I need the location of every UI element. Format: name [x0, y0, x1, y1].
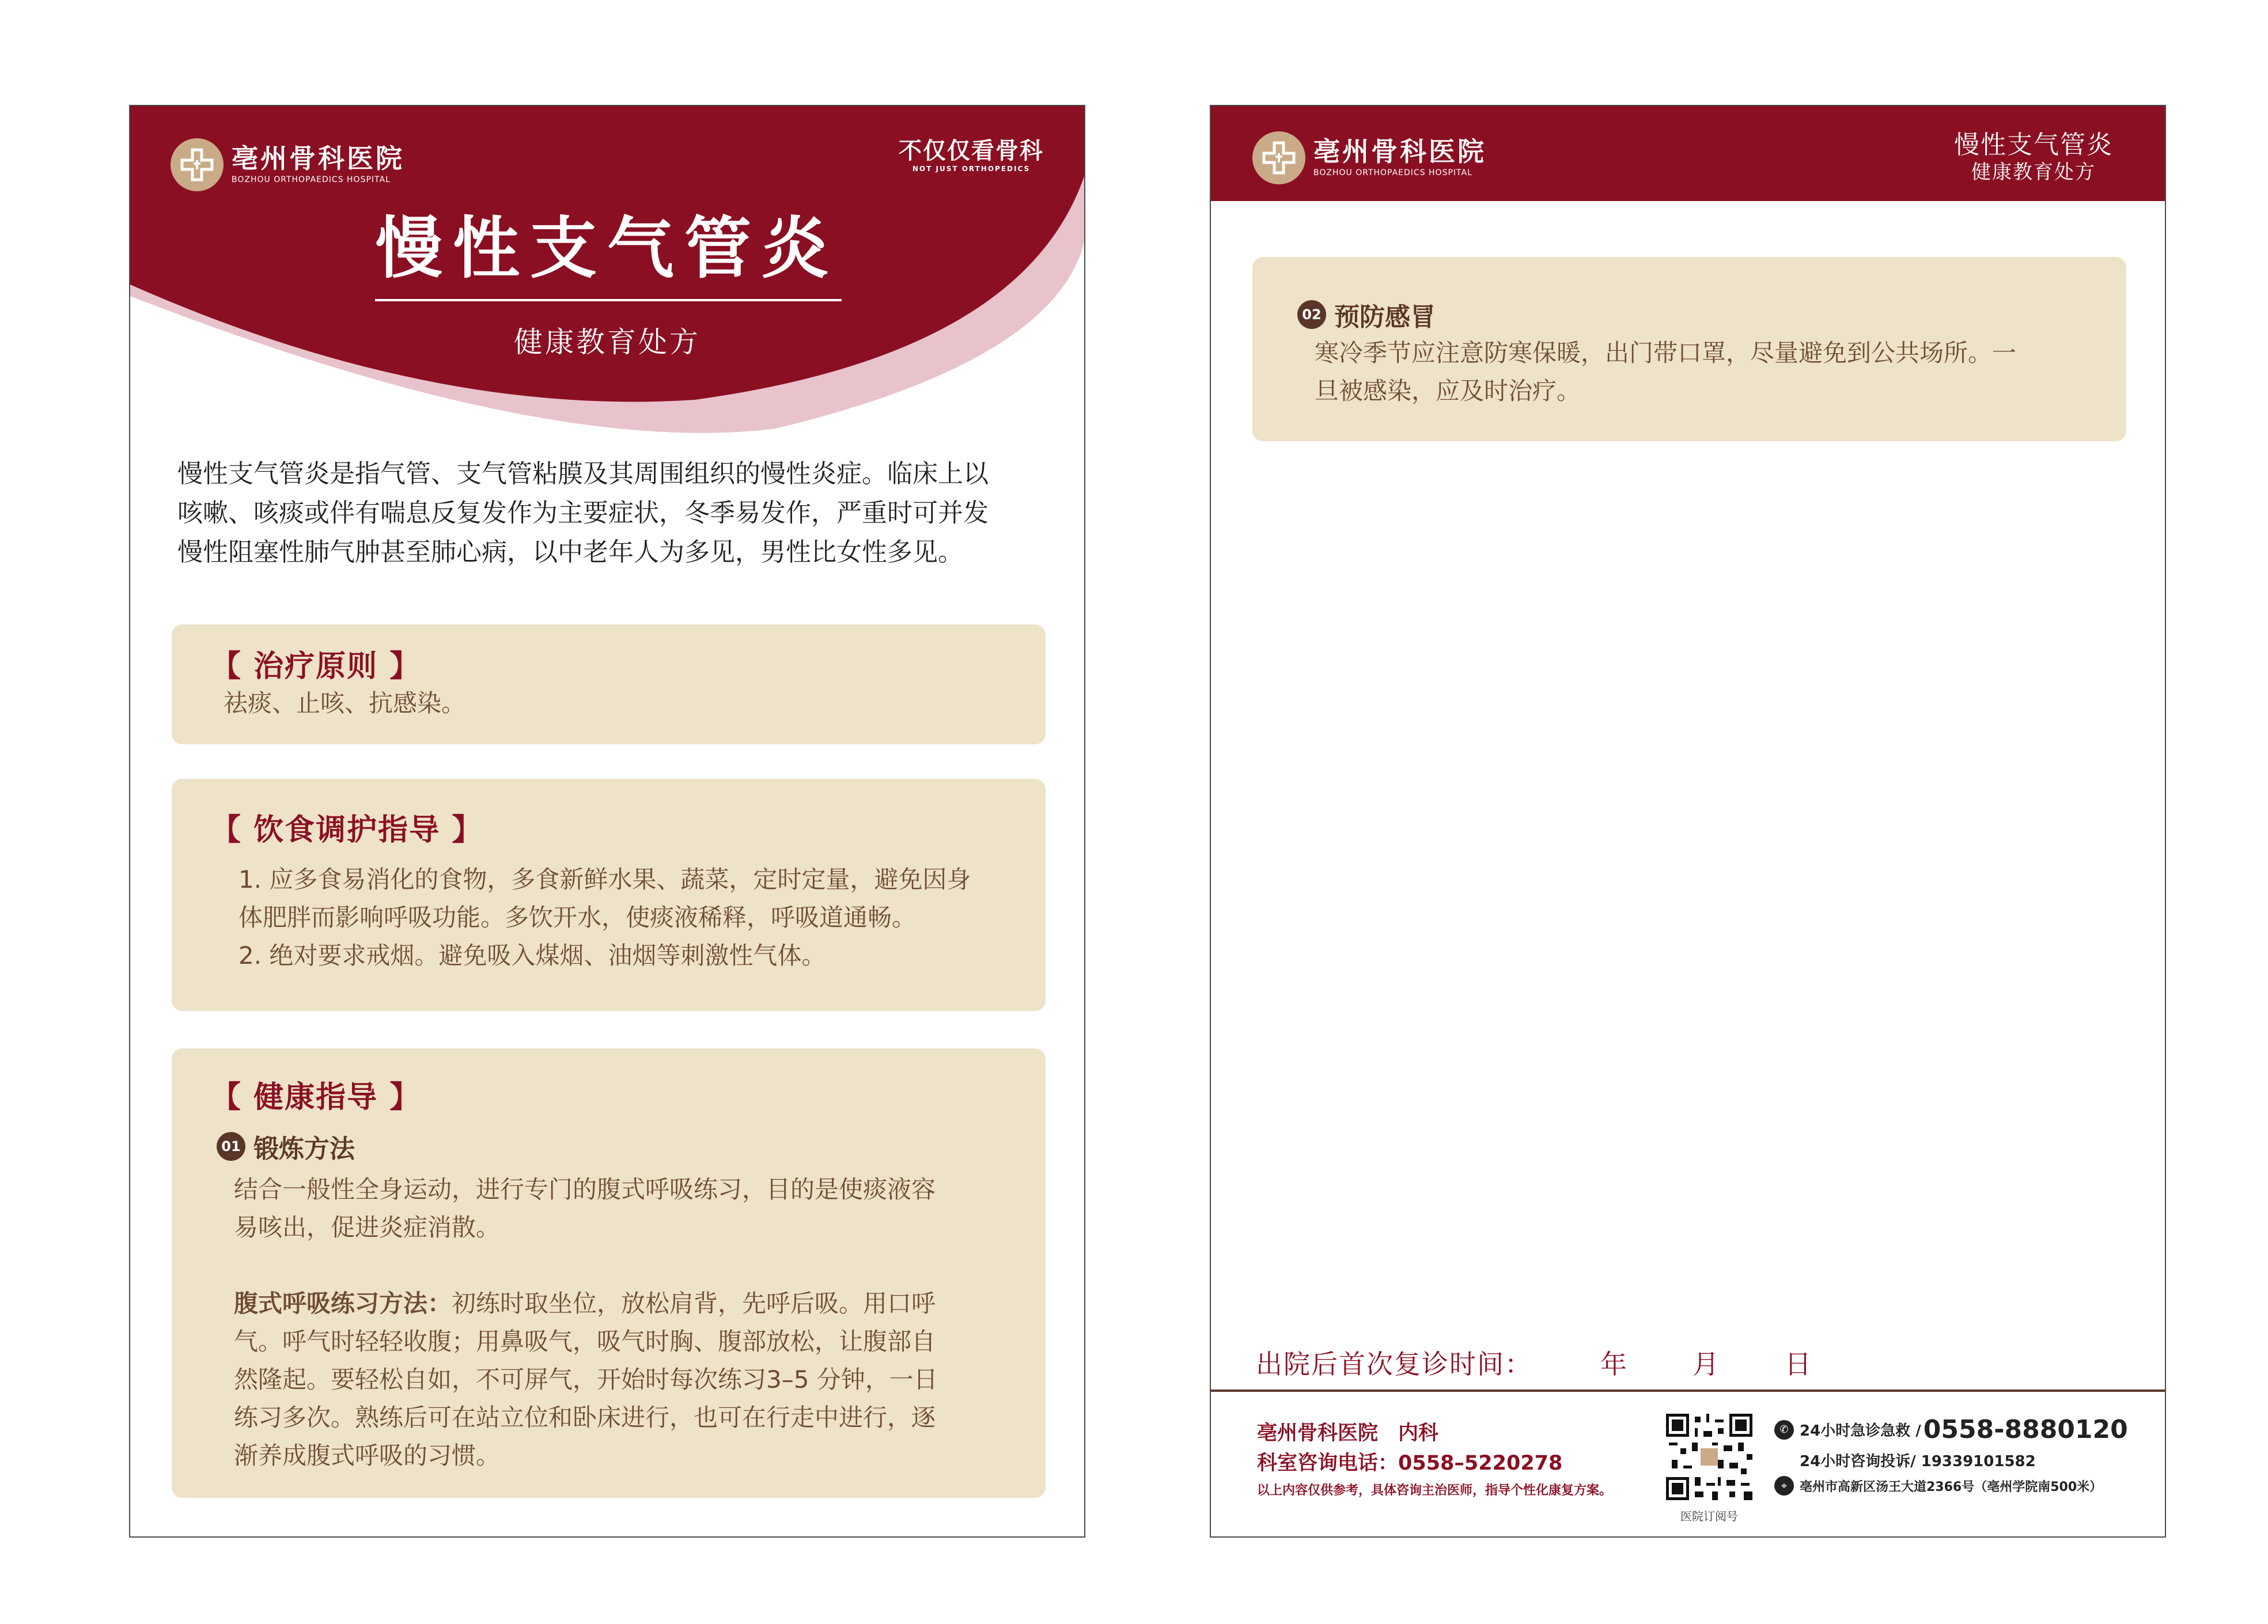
- breathing-first-text: 初练时取坐位，放松肩背，先呼后吸。用口呼: [452, 1289, 936, 1318]
- exercise-label: 锻炼方法: [253, 1134, 355, 1164]
- breathing-method-lead: 腹式呼吸练习方法：: [234, 1289, 452, 1318]
- complaint-contact: [1800, 1449, 2036, 1471]
- prevent-text: [1315, 334, 2016, 410]
- disclaimer-note: 以上内容仅供参考，具体咨询主治医师，指导个性化康复方案。: [1257, 1483, 1612, 1498]
- prevent-cold-card: [1252, 257, 2126, 441]
- prescription-page-front: [129, 105, 1085, 1538]
- footer-department-info: [1257, 1418, 1612, 1504]
- corner-subtitle: 健康教育处方: [1971, 161, 2096, 184]
- header-corner-title: [1954, 130, 2113, 184]
- breathing-line: 然隆起。要轻松自如，不可屏气，开始时每次练习3–5 分钟，一日: [234, 1365, 938, 1394]
- phone-icon: ✆: [1774, 1420, 1794, 1440]
- exercise-subheading: [217, 1128, 355, 1165]
- diet-line: 2. 绝对要求戒烟。避免吸入煤烟、油烟等刺激性气体。: [238, 941, 826, 970]
- address-line: [1774, 1476, 2102, 1496]
- consult-phone-line: 科室咨询电话：0558–5220278: [1257, 1452, 1563, 1475]
- followup-month: 月: [1693, 1349, 1719, 1380]
- slogan-cn: 不仅仅看骨科: [899, 138, 1044, 164]
- diet-line: 体肥胖而影响呼吸功能。多饮开水，使痰液稀释，呼吸道通畅。: [238, 903, 917, 932]
- health-guidance-card: [172, 1048, 1046, 1498]
- page-title: 慢性支气管炎: [376, 210, 839, 287]
- treatment-text: 祛痰、止咳、抗感染。: [224, 689, 466, 717]
- intro-line: 咳嗽、咳痰或伴有喘息反复发作为主要症状，冬季易发作，严重时可并发: [177, 498, 989, 528]
- slogan-en: NOT JUST ORTHOPEDICS: [912, 165, 1031, 173]
- hospital-name: 亳州骨科医院: [232, 143, 404, 174]
- breathing-line: [234, 1285, 938, 1323]
- exercise-text: [234, 1171, 938, 1475]
- followup-year: 年: [1600, 1349, 1627, 1380]
- corner-title: 慢性支气管炎: [1954, 130, 2113, 160]
- followup-day: 日: [1785, 1349, 1811, 1380]
- treatment-card: [172, 624, 1046, 744]
- diet-heading: 【 饮食调护指导 】: [211, 813, 483, 847]
- complaint-line: 24小时咨询投诉/ 19339101582: [1800, 1453, 2036, 1470]
- page-subtitle: 健康教育处方: [514, 325, 701, 359]
- diet-line: 1. 应多食易消化的食物，多食新鲜水果、蔬菜，定时定量，避免因身: [238, 865, 971, 894]
- followup-date-label: 出院后首次复诊时间：: [1256, 1349, 1532, 1380]
- prevent-line: 旦被感染，应及时治疗。: [1315, 377, 1581, 405]
- breathing-line: 练习多次。熟练后可在站立位和卧床进行，也可在行走中进行，逐: [234, 1403, 936, 1432]
- emergency-phone: 0558-8880120: [1923, 1415, 2128, 1444]
- hospital-name-en: BOZHOU ORTHOPAEDICS HOSPITAL: [1313, 168, 1472, 177]
- hospital-logo: [171, 138, 404, 191]
- intro-line: 慢性阻塞性肺气肿甚至肺心病，以中老年人为多见，男性比女性多见。: [177, 537, 963, 567]
- department-line: 亳州骨科医院 内科: [1257, 1422, 1439, 1445]
- hospital-logo: [1252, 131, 1486, 184]
- intro-line: 慢性支气管炎是指气管、支气管粘膜及其周围组织的慢性炎症。临床上以: [177, 459, 989, 489]
- prevent-subheading: [1297, 296, 1436, 333]
- address-text: 亳州市高新区汤王大道2366号（亳州学院南500米）: [1800, 1479, 2103, 1494]
- prescription-page-back: [1210, 105, 2166, 1538]
- treatment-heading: 【 治疗原则 】: [211, 649, 421, 684]
- prevent-line: 寒冷季节应注意防寒保暖，出门带口罩，尽量避免到公共场所。一: [1315, 339, 2017, 367]
- diet-text: [238, 861, 971, 975]
- title-underline: [375, 299, 842, 301]
- number-badge: 02: [1297, 300, 1326, 329]
- qr-code-label: 医院订阅号: [1680, 1509, 1738, 1523]
- hospital-name-en: BOZHOU ORTHOPAEDICS HOSPITAL: [232, 175, 391, 184]
- health-heading: 【 健康指导 】: [211, 1080, 421, 1115]
- footer-divider: [1211, 1390, 2165, 1392]
- hospital-name: 亳州骨科医院: [1313, 136, 1486, 167]
- intro-paragraph: [177, 455, 1042, 572]
- emergency-contact: [1774, 1415, 2128, 1444]
- diet-card: [172, 779, 1046, 1011]
- prevent-label: 预防感冒: [1334, 302, 1436, 332]
- slogan: [899, 137, 1044, 173]
- breathing-line: 气。呼气时轻轻收腹；用鼻吸气，吸气时胸、腹部放松，让腹部自: [234, 1327, 936, 1356]
- breathing-line: 渐养成腹式呼吸的习惯。: [234, 1441, 501, 1470]
- exercise-line: 易咳出，促进炎症消散。: [234, 1213, 501, 1241]
- hospital-cross-icon: [1252, 131, 1305, 184]
- location-pin-icon: ⌖: [1774, 1476, 1794, 1496]
- number-badge: 01: [217, 1132, 245, 1161]
- hospital-cross-icon: [171, 138, 224, 191]
- qr-code[interactable]: [1666, 1414, 1752, 1500]
- emergency-label: 24小时急诊急救 /: [1800, 1422, 1921, 1440]
- exercise-line: 结合一般性全身运动，进行专门的腹式呼吸练习，目的是使痰液容: [234, 1175, 936, 1203]
